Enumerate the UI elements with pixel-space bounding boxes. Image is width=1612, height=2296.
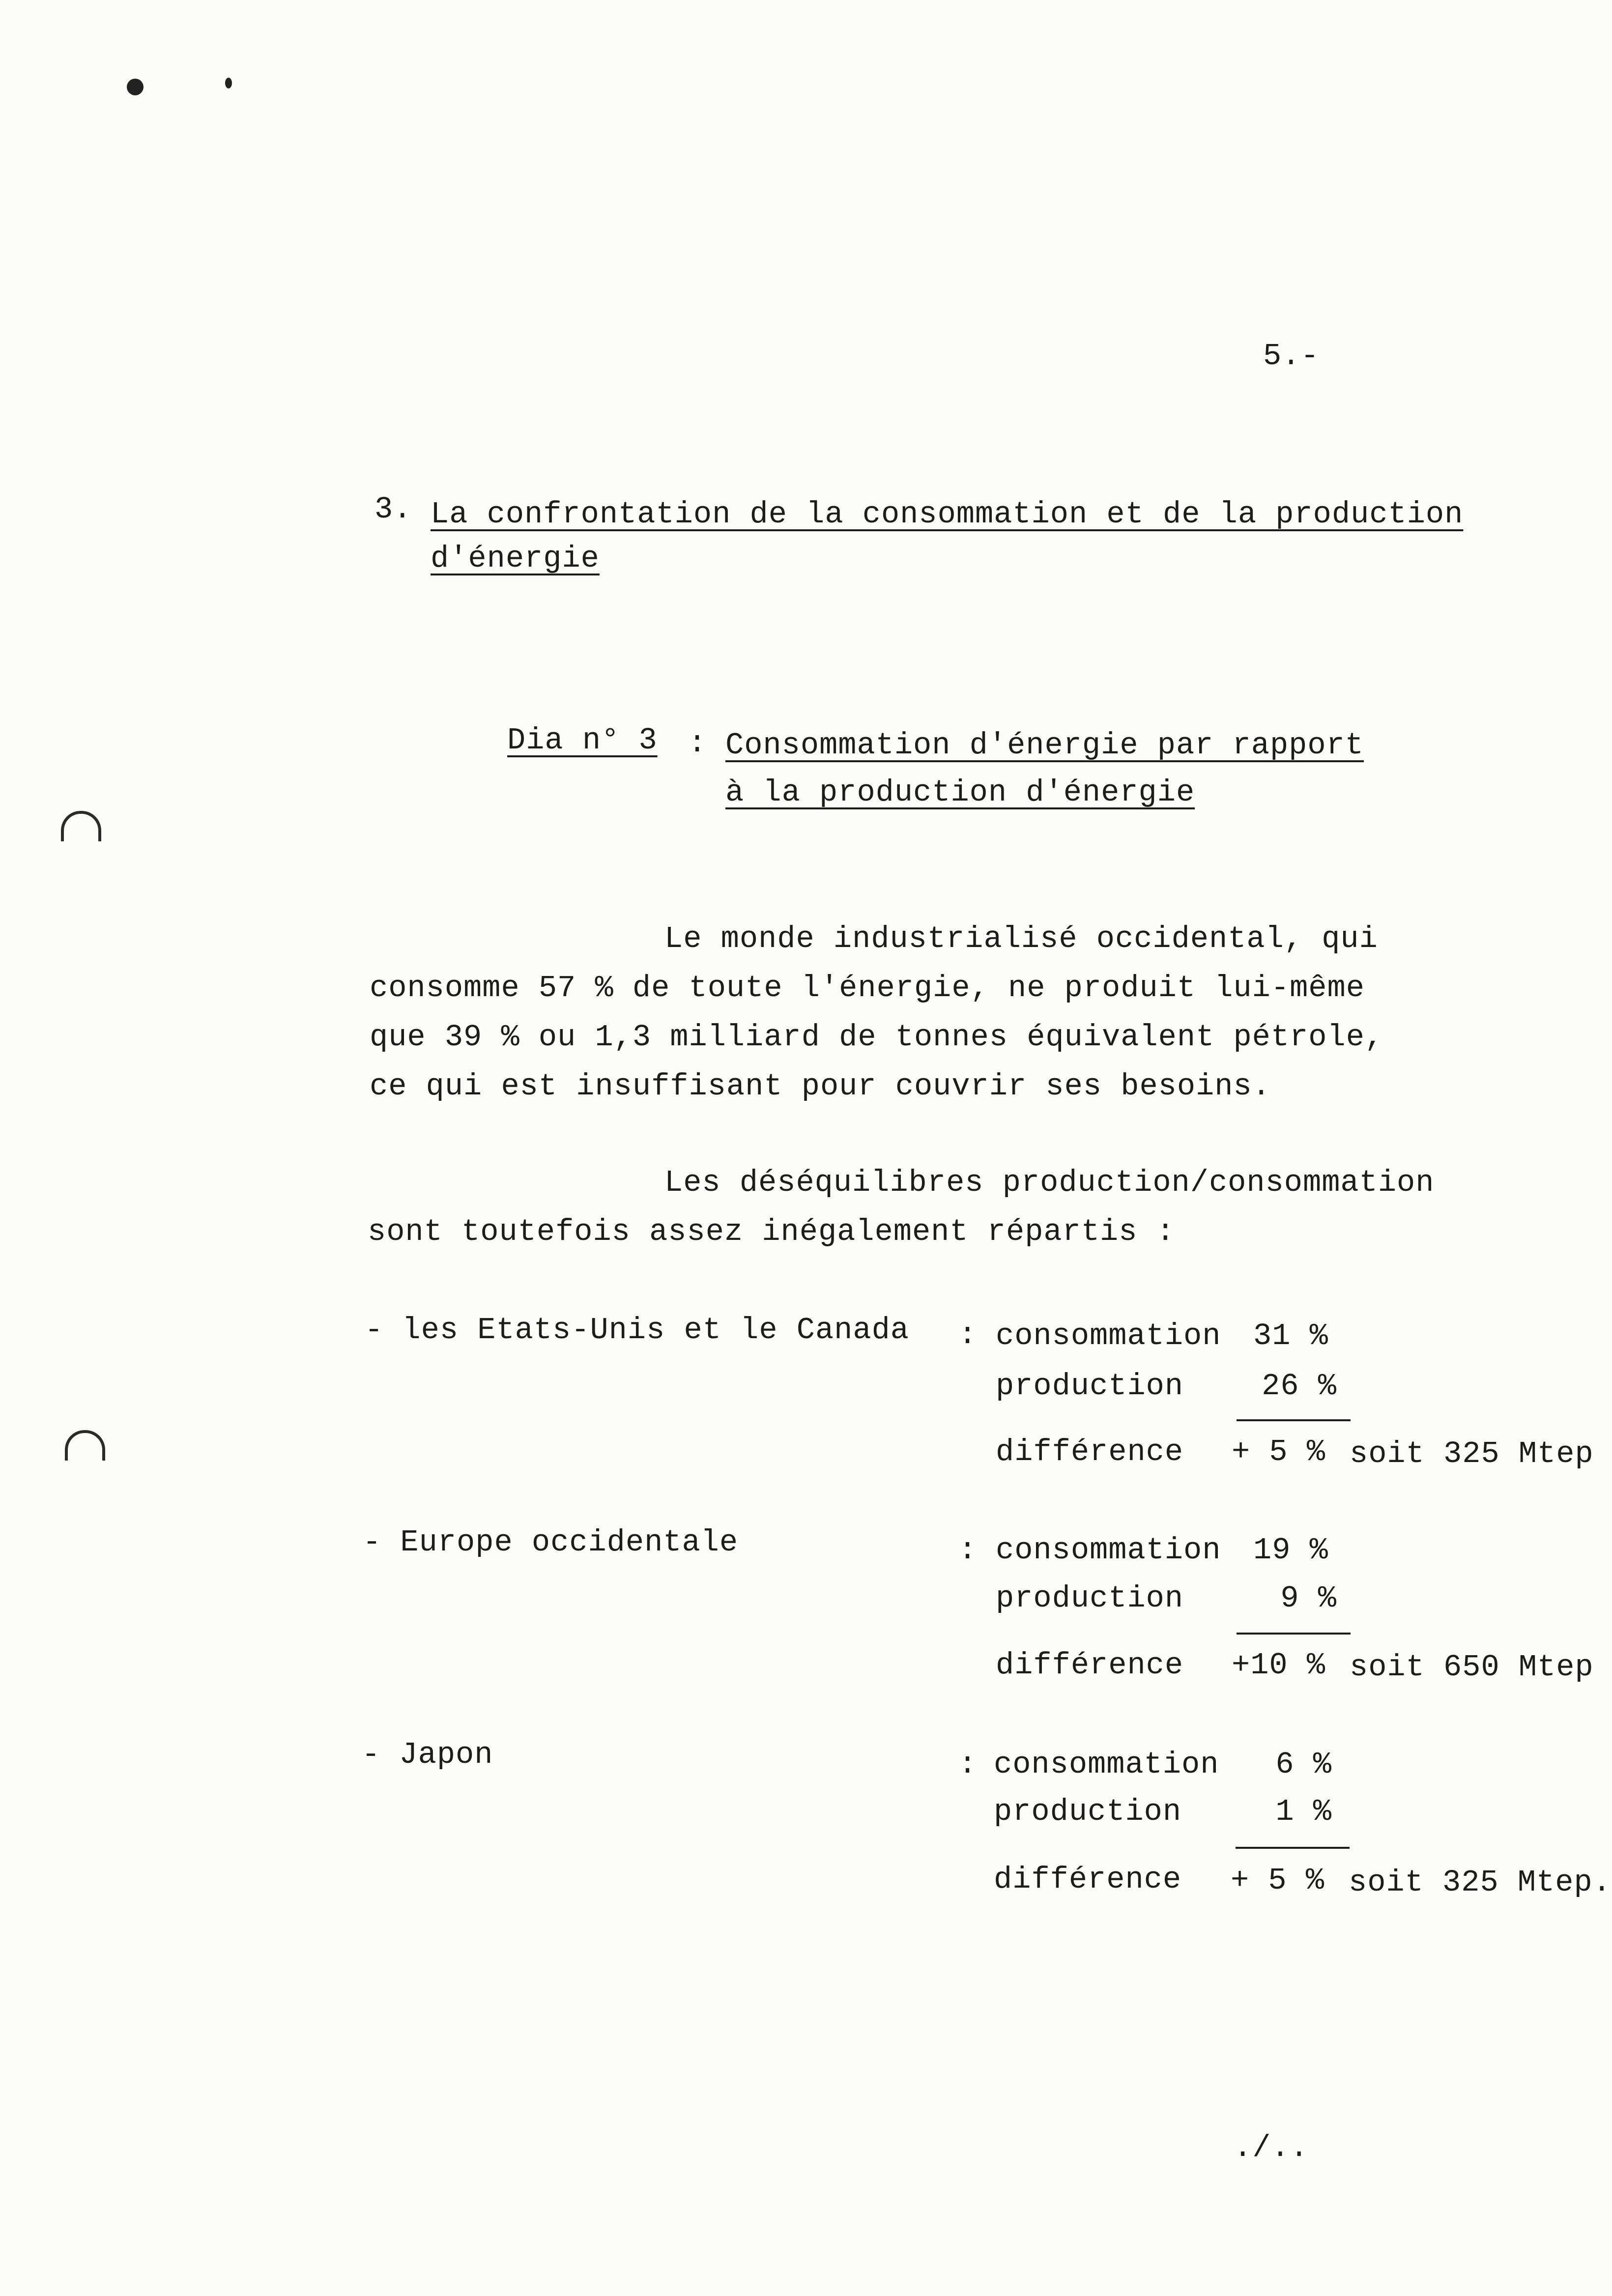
region-name: - les Etats-Unis et le Canada: [365, 1313, 909, 1348]
section-number: 3.: [374, 492, 412, 527]
paragraph2-line2: sont toutefois assez inégalement répartis :: [368, 1214, 1175, 1249]
sum-rule: [1237, 1633, 1351, 1635]
section-title-line1: La confrontation de la consommation et de la production: [431, 497, 1464, 532]
consumption-value: 6 %: [1275, 1747, 1332, 1782]
dia-title-line1: Consommation d'énergie par rapport: [725, 728, 1364, 763]
difference-label: différence: [994, 1862, 1182, 1897]
consumption-value: 31 %: [1253, 1319, 1328, 1353]
region-name: - Japon: [362, 1737, 493, 1772]
paragraph1-line4: ce qui est insuffisant pour couvrir ses besoins.: [370, 1069, 1271, 1104]
paragraph1-line3: que 39 % ou 1,3 milliard de tonnes équivalent pétrole,: [370, 1020, 1384, 1055]
production-value: 26 %: [1262, 1369, 1337, 1404]
page-number: 5.-: [1263, 339, 1320, 373]
dia-label: Dia n° 3: [507, 723, 658, 758]
section-title-line2: d'énergie: [431, 541, 600, 576]
continuation-mark: ./..: [1234, 2130, 1309, 2165]
production-label: production: [996, 1581, 1184, 1616]
consumption-label: consommation: [996, 1319, 1221, 1353]
paragraph1-line1: Le monde industrialisé occidental, qui: [664, 921, 1378, 956]
dia-title-line2: à la production d'énergie: [725, 775, 1195, 810]
paragraph1-line2: consomme 57 % de toute l'énergie, ne produit lui-même: [370, 971, 1365, 1005]
region-colon: :: [958, 1747, 978, 1782]
difference-value: +10 %: [1232, 1648, 1326, 1683]
region-colon: :: [958, 1318, 978, 1352]
difference-note: soit 325 Mtep: [1350, 1436, 1594, 1471]
production-value: 1 %: [1275, 1794, 1332, 1829]
sum-rule: [1237, 1419, 1351, 1421]
punch-hole-mark: [61, 811, 101, 841]
scan-speck: [225, 78, 232, 88]
region-colon: :: [958, 1533, 978, 1568]
difference-value: + 5 %: [1231, 1863, 1325, 1898]
difference-note: soit 325 Mtep.: [1349, 1865, 1612, 1900]
production-value: 9 %: [1280, 1581, 1337, 1616]
difference-value: + 5 %: [1232, 1435, 1326, 1469]
dia-separator: :: [688, 726, 707, 761]
production-label: production: [996, 1369, 1184, 1404]
scan-speck: [127, 79, 144, 95]
production-label: production: [994, 1794, 1182, 1829]
difference-note: soit 650 Mtep: [1350, 1650, 1594, 1685]
region-name: - Europe occidentale: [363, 1525, 739, 1560]
sum-rule: [1236, 1847, 1350, 1849]
difference-label: différence: [996, 1435, 1184, 1469]
consumption-label: consommation: [994, 1747, 1219, 1782]
difference-label: différence: [996, 1648, 1184, 1683]
consumption-label: consommation: [996, 1533, 1221, 1568]
punch-hole-mark: [65, 1430, 105, 1461]
paragraph2-line1: Les déséquilibres production/consommation: [664, 1165, 1435, 1200]
consumption-value: 19 %: [1253, 1533, 1328, 1568]
